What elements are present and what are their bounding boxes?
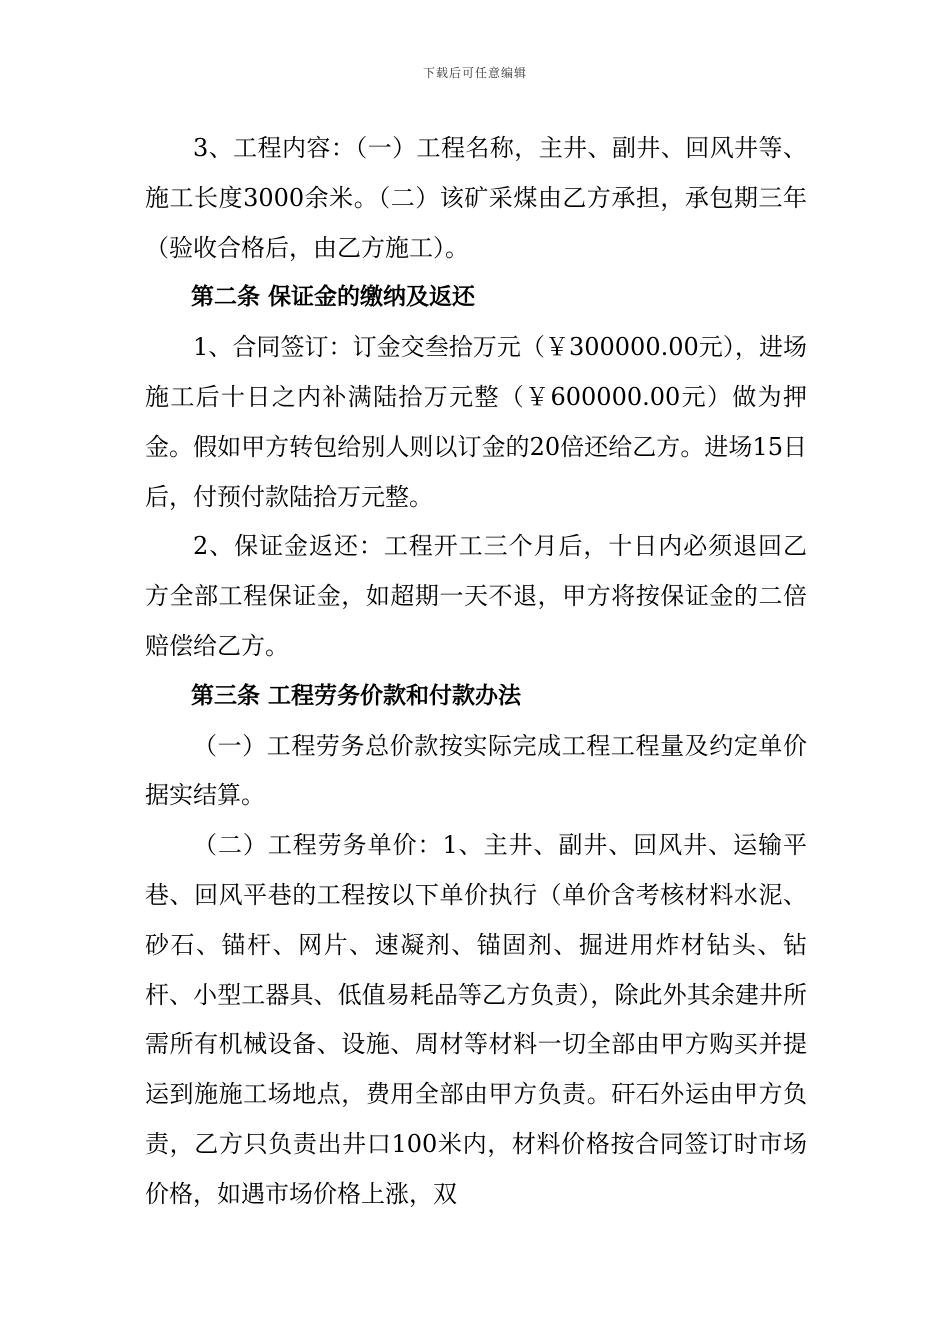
- page-header: 下载后可任意编辑: [422, 66, 527, 80]
- paragraph-contract-signing: 1、合同签订：订金交叁拾万元（￥300000.00元），进场施工后十日之内补满陆拾万元整（￥600000.00元）做为押金。假如甲方转包给别人则以订金的20倍还给乙方。进场15日后，付预付款陆拾万元整。: [145, 333, 807, 511]
- document-body: [145, 124, 807, 1220]
- article-3-heading: 第三条 工程劳务价款和付款办法: [191, 682, 522, 709]
- paragraph-deposit-return: 2、保证金返还：工程开工三个月后，十日内必须退回乙方全部工程保证金，如超期一天不退，甲方将按保证金的二倍赔偿给乙方。: [145, 532, 807, 660]
- paragraph-project-content: 3、工程内容：（一）工程名称，主井、副井、回风井等、施工长度3000余米。（二）该矿采煤由乙方承担，承包期三年（验收合格后，由乙方施工）。: [145, 134, 807, 262]
- paragraph-total-price: （一）工程劳务总价款按实际完成工程工程量及约定单价据实结算。: [145, 731, 807, 810]
- paragraph-unit-price: （二）工程劳务单价：1、主井、副井、回风井、运输平巷、回风平巷的工程按以下单价执行（单价含考核材料水泥、砂石、锚杆、网片、速凝剂、锚固剂、掘进用炸材钻头、钻杆、小型工器具、低值易耗品等乙方负责），除此外其余建井所需所有机械设备、设施、周材等材料一切全部由甲方购买并提运到施施工场地点，费用全部由甲方负责。矸石外运由甲方负责，乙方只负责出井口100米内，材料价格按合同签订时市场价格，如遇市场价格上涨，双: [145, 831, 807, 1208]
- article-2-heading: 第二条 保证金的缴纳及返还: [191, 284, 476, 311]
